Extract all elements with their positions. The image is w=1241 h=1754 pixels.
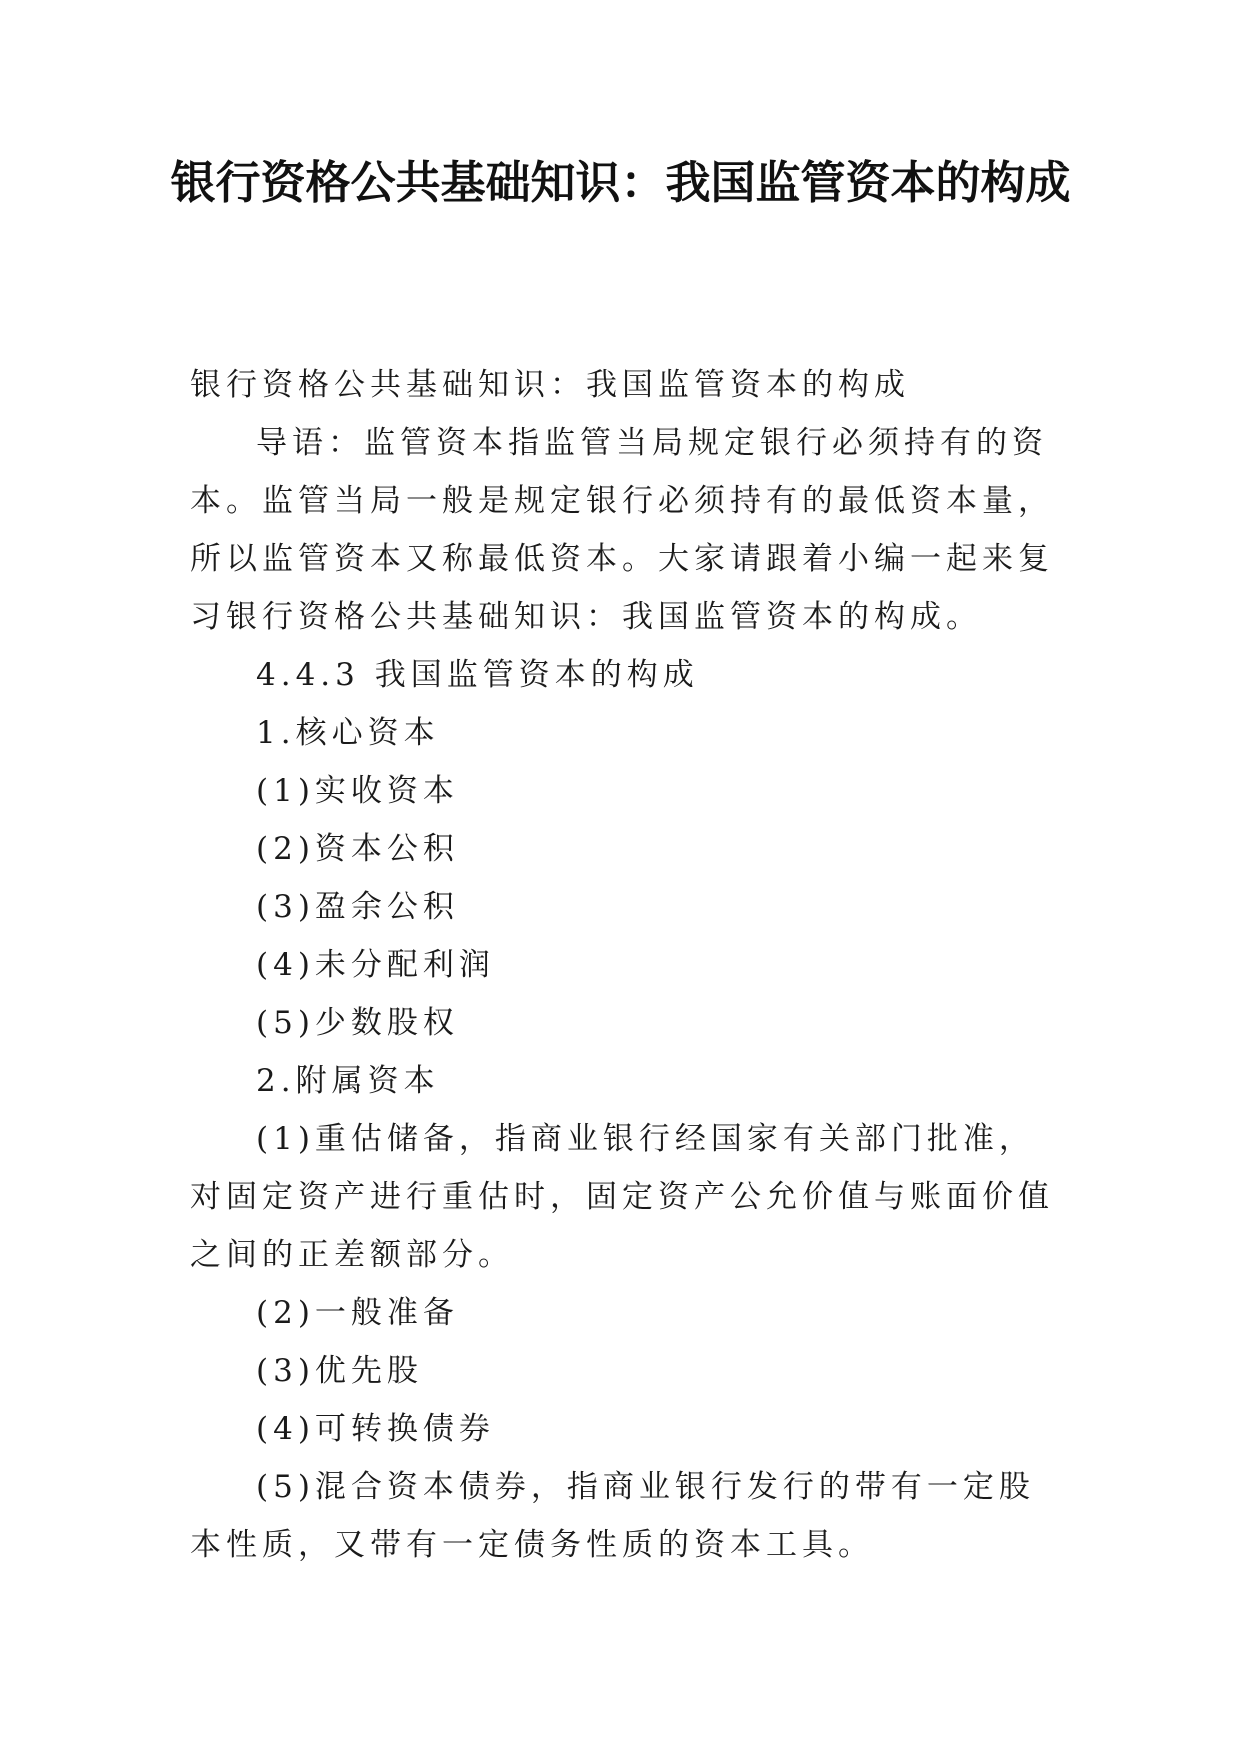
document-body xyxy=(190,356,1060,1574)
list-item: (4)可转换债券 xyxy=(256,1411,495,1447)
list-heading: 1.核心资本 xyxy=(256,715,440,751)
list-item: (3)优先股 xyxy=(256,1353,423,1389)
list-item: (2)一般准备 xyxy=(256,1295,459,1331)
list-heading: 2.附属资本 xyxy=(256,1063,440,1099)
list-item: (3)盈余公积 xyxy=(256,889,459,925)
list-item: (4)未分配利润 xyxy=(256,947,495,983)
list-item: (5)混合资本债券，指商业银行发行的带有一定股本性质，又带有一定债务性质的资本工具。 xyxy=(190,1469,1035,1563)
document-title: 银行资格公共基础知识：我国监管资本的构成 xyxy=(170,156,1071,209)
paragraph: 导语：监管资本指监管当局规定银行必须持有的资本。监管当局一般是规定银行必须持有的最低资本量，所以监管资本又称最低资本。大家请跟着小编一起来复习银行资格公共基础知识：我国监管资本的构成。 xyxy=(190,425,1054,635)
section-heading: 4.4.3 我国监管资本的构成 xyxy=(256,657,699,693)
list-item: (2)资本公积 xyxy=(256,831,459,867)
paragraph: 银行资格公共基础知识：我国监管资本的构成 xyxy=(190,367,910,403)
list-item: (1)实收资本 xyxy=(256,773,459,809)
list-item: (1)重估储备，指商业银行经国家有关部门批准，对固定资产进行重估时，固定资产公允价值与账面价值之间的正差额部分。 xyxy=(190,1121,1054,1273)
list-item: (5)少数股权 xyxy=(256,1005,459,1041)
